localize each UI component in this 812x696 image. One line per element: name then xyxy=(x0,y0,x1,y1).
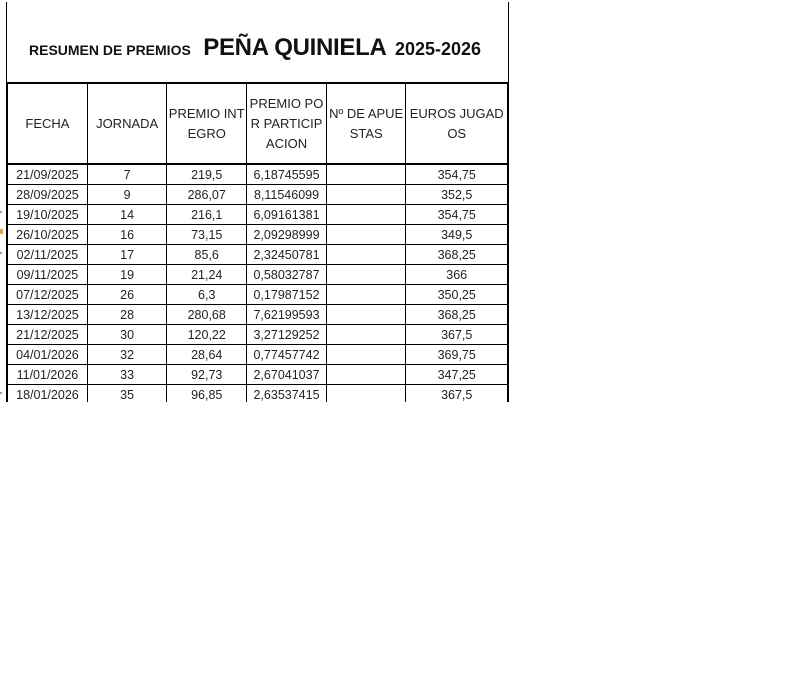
spreadsheet-range xyxy=(6,2,509,402)
table-row xyxy=(8,385,508,403)
table-row xyxy=(8,185,508,205)
cell-jornada[interactable]: 7 xyxy=(87,164,167,185)
cell-premio-integro[interactable]: 120,22 xyxy=(167,325,247,345)
cell-premio-participacion[interactable]: 0,58032787 xyxy=(247,265,327,285)
title-prefix: RESUMEN DE PREMIOS xyxy=(29,42,191,58)
cell-fecha[interactable]: 09/11/2025 xyxy=(8,265,88,285)
cell-euros-jugados[interactable]: 368,25 xyxy=(406,245,508,265)
cell-jornada[interactable]: 16 xyxy=(87,225,167,245)
cell-euros-jugados[interactable]: 352,5 xyxy=(406,185,508,205)
table-row xyxy=(8,265,508,285)
cell-premio-integro[interactable]: 21,24 xyxy=(167,265,247,285)
cell-premio-integro[interactable]: 96,85 xyxy=(167,385,247,403)
cell-num-apuestas[interactable] xyxy=(326,385,405,403)
header-num-apuestas[interactable]: Nº DE APUESTAS xyxy=(326,84,405,165)
cell-premio-participacion[interactable]: 6,18745595 xyxy=(247,164,327,185)
cell-jornada[interactable]: 19 xyxy=(87,265,167,285)
cell-num-apuestas[interactable] xyxy=(326,325,405,345)
cell-euros-jugados[interactable]: 369,75 xyxy=(406,345,508,365)
cell-premio-integro[interactable]: 28,64 xyxy=(167,345,247,365)
cell-premio-participacion[interactable]: 3,27129252 xyxy=(247,325,327,345)
header-premio-por-participacion[interactable]: PREMIO POR PARTICIPACION xyxy=(247,84,327,165)
cell-num-apuestas[interactable] xyxy=(326,305,405,325)
cell-fecha[interactable]: 13/12/2025 xyxy=(8,305,88,325)
header-premio-integro[interactable]: PREMIO INTEGRO xyxy=(167,84,247,165)
cell-premio-integro[interactable]: 6,3 xyxy=(167,285,247,305)
cell-euros-jugados[interactable]: 366 xyxy=(406,265,508,285)
cell-fecha[interactable]: 02/11/2025 xyxy=(8,245,88,265)
cell-premio-integro[interactable]: 85,6 xyxy=(167,245,247,265)
edge-tick xyxy=(0,392,2,394)
cell-premio-participacion[interactable]: 2,63537415 xyxy=(247,385,327,403)
cell-jornada[interactable]: 33 xyxy=(87,365,167,385)
cell-fecha[interactable]: 21/12/2025 xyxy=(8,325,88,345)
cell-fecha[interactable]: 11/01/2026 xyxy=(8,365,88,385)
cell-premio-participacion[interactable]: 7,62199593 xyxy=(247,305,327,325)
title-season: 2025-2026 xyxy=(394,39,482,59)
cell-euros-jugados[interactable]: 354,75 xyxy=(406,164,508,185)
cell-jornada[interactable]: 30 xyxy=(87,325,167,345)
cell-premio-integro[interactable]: 219,5 xyxy=(167,164,247,185)
cell-premio-participacion[interactable]: 0,77457742 xyxy=(247,345,327,365)
table-row xyxy=(8,345,508,365)
cell-num-apuestas[interactable] xyxy=(326,365,405,385)
cell-num-apuestas[interactable] xyxy=(326,205,405,225)
cell-premio-integro[interactable]: 73,15 xyxy=(167,225,247,245)
cell-jornada[interactable]: 35 xyxy=(87,385,167,403)
cell-premio-participacion[interactable]: 2,09298999 xyxy=(247,225,327,245)
cell-jornada[interactable]: 9 xyxy=(87,185,167,205)
cell-euros-jugados[interactable]: 367,5 xyxy=(406,385,508,403)
table-row xyxy=(8,164,508,185)
cell-euros-jugados[interactable]: 368,25 xyxy=(406,305,508,325)
title-line xyxy=(29,34,481,62)
cell-num-apuestas[interactable] xyxy=(326,265,405,285)
cell-jornada[interactable]: 32 xyxy=(87,345,167,365)
edge-tick xyxy=(0,252,2,254)
title-cell[interactable] xyxy=(7,2,508,83)
cell-fecha[interactable]: 07/12/2025 xyxy=(8,285,88,305)
cell-euros-jugados[interactable]: 350,25 xyxy=(406,285,508,305)
cell-premio-participacion[interactable]: 6,09161381 xyxy=(247,205,327,225)
cell-jornada[interactable]: 17 xyxy=(87,245,167,265)
cell-fecha[interactable]: 21/09/2025 xyxy=(8,164,88,185)
cell-num-apuestas[interactable] xyxy=(326,285,405,305)
cell-fecha[interactable]: 28/09/2025 xyxy=(8,185,88,205)
cell-premio-participacion[interactable]: 8,11546099 xyxy=(247,185,327,205)
table-row xyxy=(8,305,508,325)
header-fecha[interactable]: FECHA xyxy=(8,84,88,165)
table-row xyxy=(8,245,508,265)
cell-premio-integro[interactable]: 92,73 xyxy=(167,365,247,385)
table-row xyxy=(8,205,508,225)
cell-premio-integro[interactable]: 280,68 xyxy=(167,305,247,325)
cell-num-apuestas[interactable] xyxy=(326,345,405,365)
cell-euros-jugados[interactable]: 367,5 xyxy=(406,325,508,345)
edge-marker xyxy=(0,229,3,234)
cell-euros-jugados[interactable]: 354,75 xyxy=(406,205,508,225)
table-row xyxy=(8,225,508,245)
cell-fecha[interactable]: 26/10/2025 xyxy=(8,225,88,245)
cell-jornada[interactable]: 26 xyxy=(87,285,167,305)
table-body xyxy=(8,164,508,402)
cell-jornada[interactable]: 28 xyxy=(87,305,167,325)
cell-fecha[interactable]: 04/01/2026 xyxy=(8,345,88,365)
cell-num-apuestas[interactable] xyxy=(326,164,405,185)
header-jornada[interactable]: JORNADA xyxy=(87,84,167,165)
header-row xyxy=(8,84,508,165)
cell-premio-participacion[interactable]: 2,32450781 xyxy=(247,245,327,265)
table-row xyxy=(8,285,508,305)
cell-euros-jugados[interactable]: 347,25 xyxy=(406,365,508,385)
cell-jornada[interactable]: 14 xyxy=(87,205,167,225)
table-row xyxy=(8,325,508,345)
cell-premio-integro[interactable]: 286,07 xyxy=(167,185,247,205)
cell-premio-participacion[interactable]: 0,17987152 xyxy=(247,285,327,305)
cell-num-apuestas[interactable] xyxy=(326,225,405,245)
header-euros-jugados[interactable]: EUROS JUGADOS xyxy=(406,84,508,165)
prizes-table xyxy=(7,83,508,402)
cell-premio-integro[interactable]: 216,1 xyxy=(167,205,247,225)
cell-euros-jugados[interactable]: 349,5 xyxy=(406,225,508,245)
cell-premio-participacion[interactable]: 2,67041037 xyxy=(247,365,327,385)
cell-num-apuestas[interactable] xyxy=(326,185,405,205)
cell-fecha[interactable]: 19/10/2025 xyxy=(8,205,88,225)
edge-tick xyxy=(0,211,2,213)
cell-num-apuestas[interactable] xyxy=(326,245,405,265)
table-row xyxy=(8,365,508,385)
cell-fecha[interactable]: 18/01/2026 xyxy=(8,385,88,403)
title-main: PEÑA QUINIELA xyxy=(203,34,387,61)
